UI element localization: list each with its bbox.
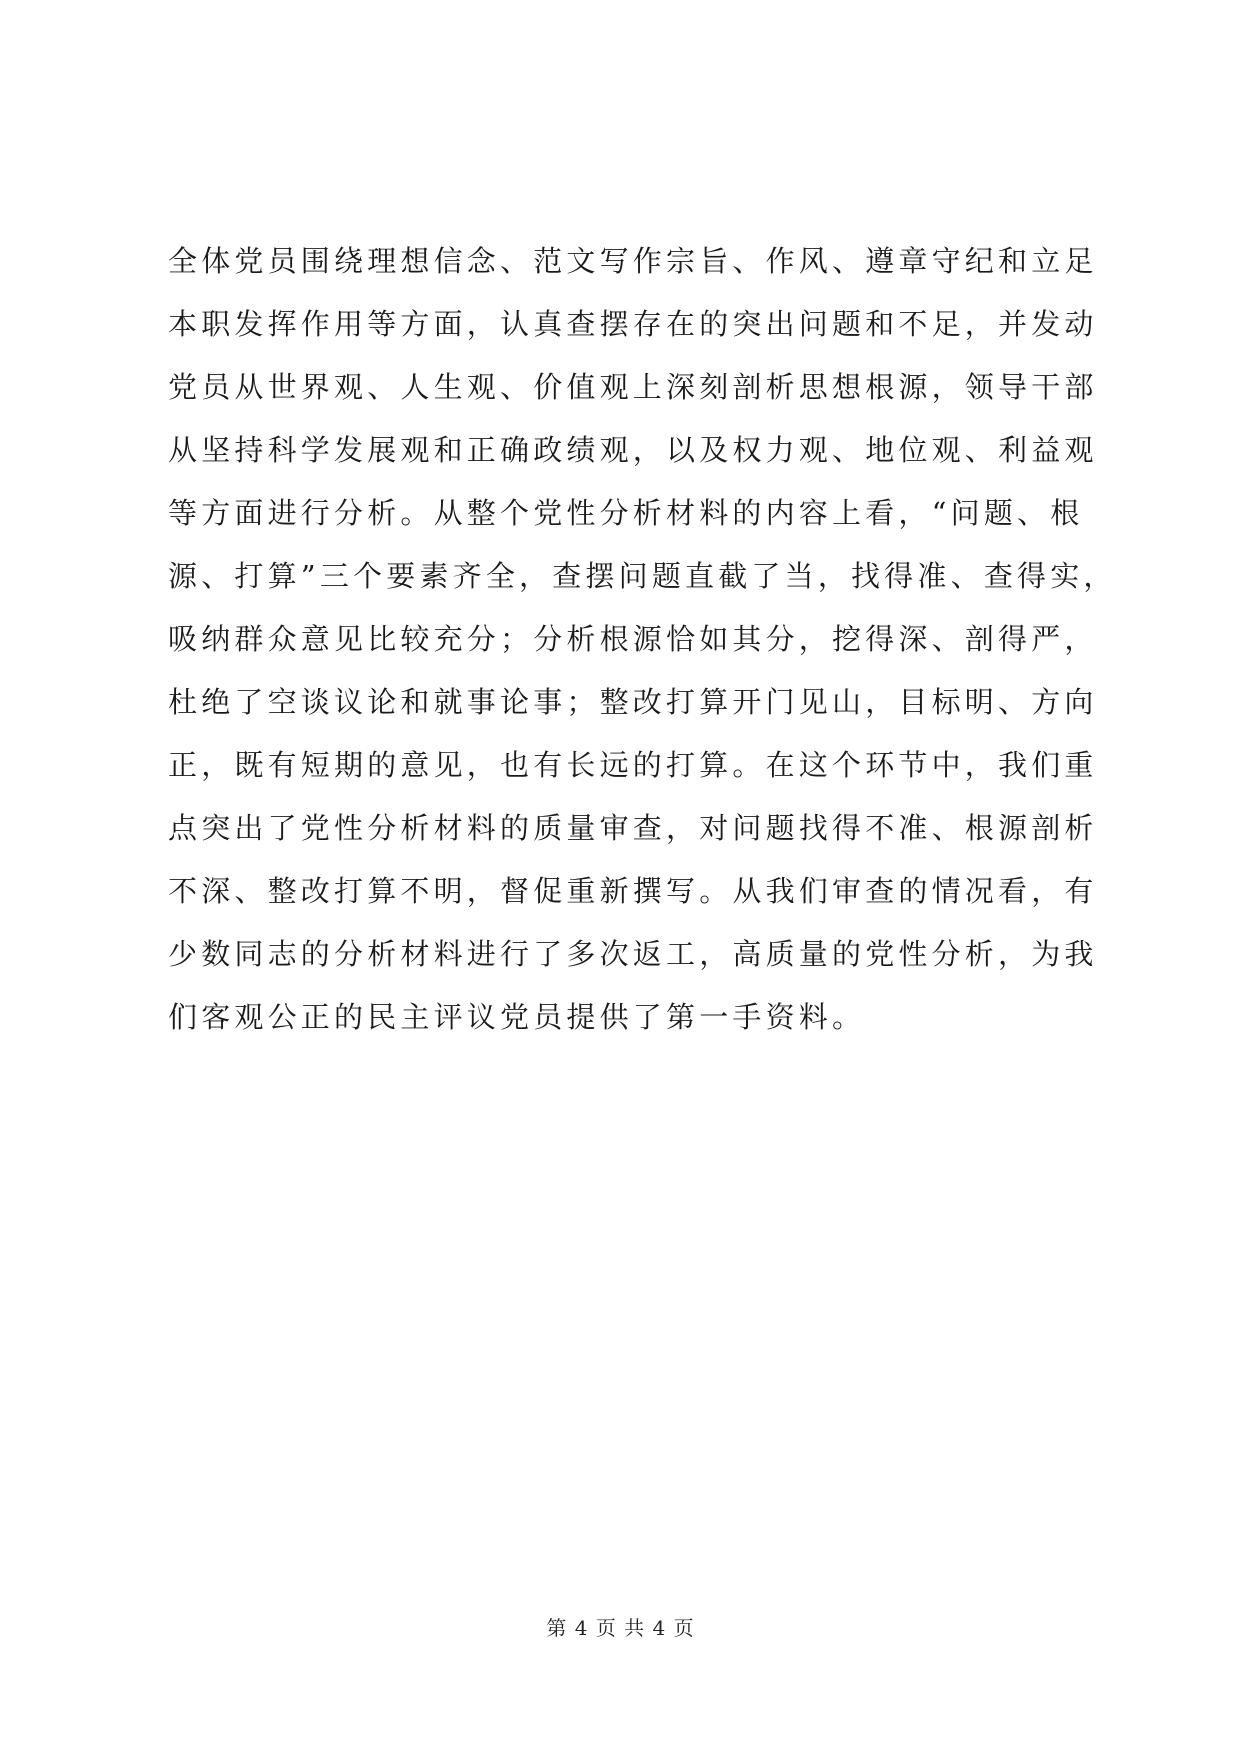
page-number-indicator: 第 4 页 共 4 页 (546, 1616, 695, 1640)
body-paragraph (168, 230, 1117, 1049)
text-line-1: 全体党员围绕理想信念、范文写作宗旨、作风、遵章守纪和立足 (168, 244, 1098, 278)
text-line-6: 源、打算”三个要素齐全，查摆问题直截了当，找得准、查得实， (168, 559, 1117, 593)
page-footer (0, 1612, 1241, 1641)
text-line-5: 等方面进行分析。从整个党性分析材料的内容上看，“问题、根 (168, 496, 1084, 530)
text-line-3: 党员从世界观、人生观、价值观上深刻剖析思想根源，领导干部 (168, 370, 1098, 404)
text-line-4: 从坚持科学发展观和正确政绩观，以及权力观、地位观、利益观 (168, 433, 1098, 467)
text-line-2: 本职发挥作用等方面，认真查摆存在的突出问题和不足，并发动 (168, 307, 1098, 341)
text-line-9: 正，既有短期的意见，也有长远的打算。在这个环节中，我们重 (168, 748, 1098, 782)
text-line-12: 少数同志的分析材料进行了多次返工，高质量的党性分析，为我 (168, 937, 1098, 971)
text-line-11: 不深、整改打算不明，督促重新撰写。从我们审查的情况看，有 (168, 874, 1098, 908)
text-line-8: 杜绝了空谈议论和就事论事；整改打算开门见山，目标明、方向 (168, 685, 1098, 719)
text-line-7: 吸纳群众意见比较充分；分析根源恰如其分，挖得深、剖得严， (168, 622, 1098, 656)
text-line-10: 点突出了党性分析材料的质量审查，对问题找得不准、根源剖析 (168, 811, 1098, 845)
text-line-13: 们客观公正的民主评议党员提供了第一手资料。 (168, 1000, 866, 1034)
